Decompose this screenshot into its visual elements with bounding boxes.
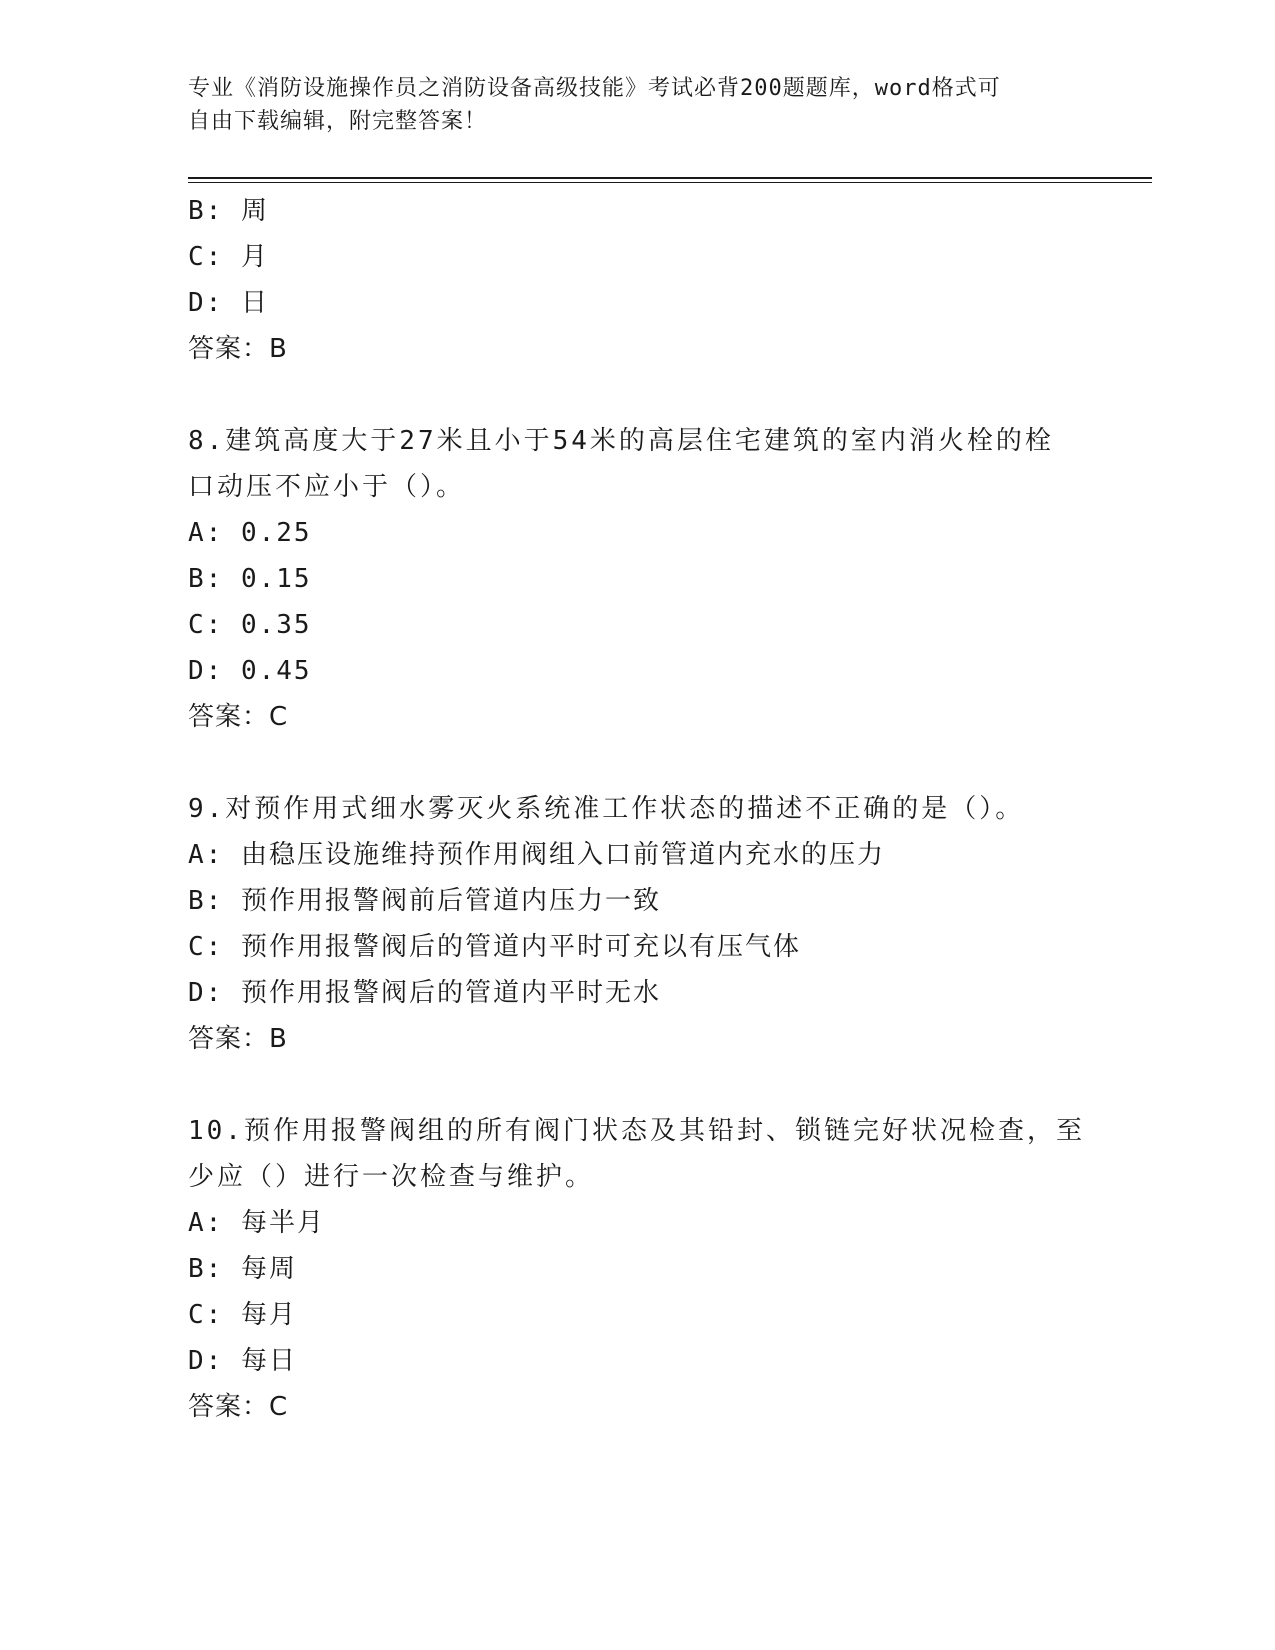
- option-b: [188, 556, 1088, 602]
- question-text-line-1: 8.建筑高度大于27米且小于54米的高层住宅建筑的室内消火栓的栓: [188, 426, 1054, 456]
- document-header: [188, 72, 1088, 138]
- question-text-line-1: 9.对预作用式细水雾灭火系统准工作状态的描述不正确的是（）。: [188, 794, 1025, 824]
- answer: 答案：B: [188, 334, 288, 364]
- option-label: D:: [188, 656, 224, 686]
- question-text-line-2: 口动压不应小于（）。: [188, 472, 466, 502]
- option-d: [188, 280, 1088, 326]
- option-label: B:: [188, 564, 224, 594]
- option-d: [188, 1338, 1088, 1384]
- option-text: 每周: [240, 1254, 297, 1284]
- option-label: B:: [188, 196, 224, 226]
- option-text: 每月: [240, 1300, 297, 1330]
- option-label: C:: [188, 610, 224, 640]
- question-text-line-1: 10.预作用报警阀组的所有阀门状态及其铅封、锁链完好状况检查，至: [188, 1116, 1085, 1146]
- option-label: C:: [188, 1300, 224, 1330]
- option-d: [188, 648, 1088, 694]
- spacer: [188, 1062, 1088, 1108]
- option-c: [188, 1292, 1088, 1338]
- option-label: A:: [188, 518, 224, 548]
- option-b: [188, 188, 1088, 234]
- option-label: B:: [188, 886, 224, 916]
- option-text: 0.45: [240, 656, 312, 686]
- option-text: 由稳压设施维持预作用阀组入口前管道内充水的压力: [240, 840, 885, 870]
- question-9: [188, 786, 1088, 1062]
- option-b: [188, 1246, 1088, 1292]
- option-d: [188, 970, 1088, 1016]
- header-line-1: 专业《消防设施操作员之消防设备高级技能》考试必背200题题库，word格式可: [188, 76, 1001, 101]
- question-7-tail: [188, 188, 1088, 372]
- option-text: 0.35: [240, 610, 312, 640]
- header-rule-thick: [188, 177, 1152, 179]
- answer: 答案：C: [188, 702, 289, 732]
- option-c: [188, 234, 1088, 280]
- question-10: [188, 1108, 1088, 1430]
- answer: 答案：C: [188, 1392, 289, 1422]
- question-list: [188, 188, 1088, 1430]
- question-text-line-2: 少应（）进行一次检查与维护。: [188, 1162, 595, 1192]
- option-label: C:: [188, 242, 224, 272]
- option-text: 每日: [240, 1346, 297, 1376]
- option-text: 日: [240, 288, 269, 318]
- option-text: 预作用报警阀后的管道内平时可充以有压气体: [240, 932, 801, 962]
- option-c: [188, 924, 1088, 970]
- option-text: 预作用报警阀前后管道内压力一致: [240, 886, 661, 916]
- option-text: 每半月: [240, 1208, 325, 1238]
- option-b: [188, 878, 1088, 924]
- option-a: [188, 510, 1088, 556]
- header-line-2: 自由下载编辑，附完整答案！: [188, 109, 488, 134]
- option-text: 0.25: [240, 518, 312, 548]
- option-label: C:: [188, 932, 224, 962]
- option-a: [188, 832, 1088, 878]
- option-label: B:: [188, 1254, 224, 1284]
- option-text: 周: [240, 196, 269, 226]
- spacer: [188, 740, 1088, 786]
- answer: 答案：B: [188, 1024, 288, 1054]
- option-label: A:: [188, 840, 224, 870]
- option-text: 0.15: [240, 564, 312, 594]
- option-c: [188, 602, 1088, 648]
- header-rule-thin: [188, 182, 1152, 183]
- option-label: D:: [188, 1346, 224, 1376]
- spacer: [188, 372, 1088, 418]
- option-label: D:: [188, 978, 224, 1008]
- question-8: [188, 418, 1088, 740]
- option-text: 月: [240, 242, 269, 272]
- option-label: A:: [188, 1208, 224, 1238]
- option-text: 预作用报警阀后的管道内平时无水: [240, 978, 661, 1008]
- option-label: D:: [188, 288, 224, 318]
- option-a: [188, 1200, 1088, 1246]
